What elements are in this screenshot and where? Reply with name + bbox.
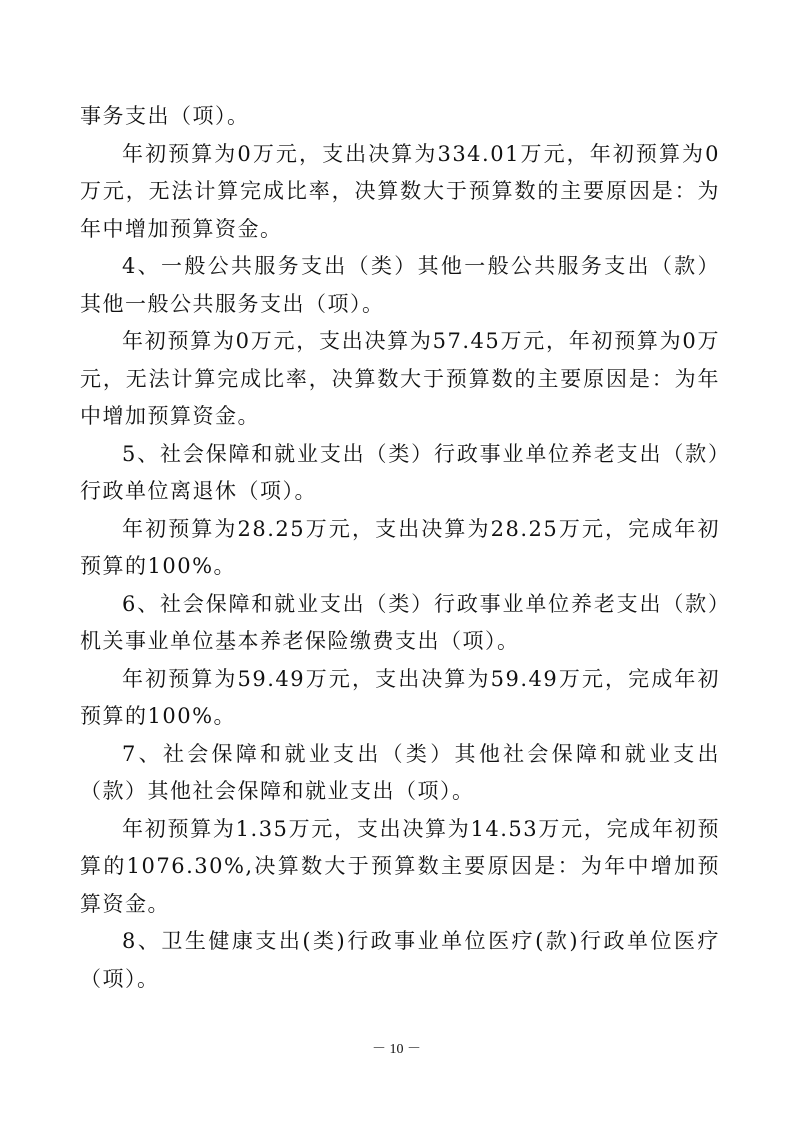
- paragraph-item-7-heading: 7、社会保障和就业支出（类）其他社会保障和就业支出（款）其他社会保障和就业支出（项）。: [80, 741, 720, 803]
- page-number: － 10 －: [372, 1042, 421, 1057]
- paragraph-item-8-heading: 8、卫生健康支出(类)行政事业单位医疗(款)行政单位医疗（项）。: [80, 929, 720, 991]
- paragraph-item-6-detail: 年初预算为59.49万元，支出决算为59.49万元，完成年初预算的100%。: [80, 666, 720, 728]
- paragraph-item-7-detail: 年初预算为1.35万元，支出决算为14.53万元，完成年初预算的1076.30%,决算数大于预算数主要原因是：为年中增加预算资金。: [80, 816, 720, 916]
- paragraph-item-6-heading: 6、社会保障和就业支出（类）行政事业单位养老支出（款）机关事业单位基本养老保险缴费支出（项）。: [80, 591, 720, 653]
- paragraph-item-5-detail: 年初预算为28.25万元，支出决算为28.25万元，完成年初预算的100%。: [80, 516, 720, 578]
- paragraph-item-5-heading: 5、社会保障和就业支出（类）行政事业单位养老支出（款）行政单位离退休（项）。: [80, 441, 720, 503]
- paragraph-continuation: 事务支出（项）。: [80, 104, 250, 128]
- paragraph-budget-note: 年初预算为0万元，支出决算为334.01万元，年初预算为0万元，无法计算完成比率，决算数大于预算数的主要原因是：为年中增加预算资金。: [80, 141, 720, 241]
- paragraph-item-4-detail: 年初预算为0万元，支出决算为57.45万元，年初预算为0万元，无法计算完成比率，决算数大于预算数的主要原因是：为年中增加预算资金。: [80, 329, 720, 428]
- document-body: [80, 98, 720, 998]
- paragraph-item-4-heading: 4、一般公共服务支出（类）其他一般公共服务支出（款）其他一般公共服务支出（项）。: [80, 254, 720, 316]
